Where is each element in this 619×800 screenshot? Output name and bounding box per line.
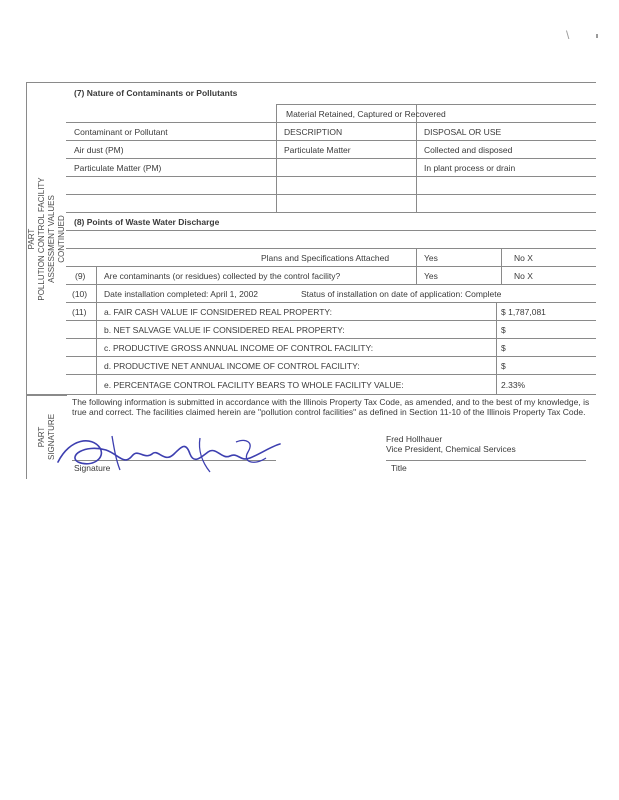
side-label-upper-text: PART POLLUTION CONTROL FACILITY ASSESSMENT VALUES CONTINUED	[27, 177, 66, 301]
plans-no: No X	[514, 253, 533, 263]
side-label-lower-text: PART SIGNATURE	[37, 413, 56, 461]
plans-yes: Yes	[424, 253, 438, 263]
q10-text: Date installation completed: April 1, 2002	[104, 289, 259, 299]
corner-mark: \	[566, 28, 570, 42]
table-cell: Particulate Matter	[284, 145, 351, 155]
value-amount: $ 1,787,081	[501, 307, 546, 317]
certification-text: The following information is submitted in accordance with the Illinois Property Tax Code, as amended, and to the best of my knowledge, is true and correct. The facilities claimed herein are "pollution control facilities" as defined in Section 11-10 of the Illinois Property Tax Code.	[72, 397, 590, 417]
handwritten-signature	[40, 432, 300, 476]
signer-name: Fred Hollhauer	[386, 434, 443, 444]
column-header: DESCRIPTION	[284, 127, 343, 137]
contaminants-heading: (7) Nature of Contaminants or Pollutants	[74, 88, 238, 98]
q9-number: (9)	[75, 271, 86, 281]
q10-status: Status of installation on date of application: Complete	[301, 289, 502, 299]
value-label: b. NET SALVAGE VALUE IF CONSIDERED REAL PROPERTY:	[104, 325, 345, 335]
q9-no: No X	[514, 271, 533, 281]
column-header: Contaminant or Pollutant	[74, 127, 168, 137]
table-cell: In plant process or drain	[424, 163, 516, 173]
plans-label: Plans and Specifications Attached	[261, 253, 390, 263]
q10-number: (10)	[72, 289, 88, 299]
q9-yes: Yes	[424, 271, 438, 281]
table-cell: Particulate Matter (PM)	[74, 163, 162, 173]
signer-title: Vice President, Chemical Services	[386, 444, 516, 454]
value-amount: $	[501, 361, 506, 371]
title-label: Title	[391, 463, 407, 473]
value-amount: $	[501, 343, 506, 353]
form-body	[66, 82, 596, 478]
table-cell: Collected and disposed	[424, 145, 513, 155]
signature-label: Signature	[74, 463, 111, 473]
q11-number: (11)	[72, 307, 87, 317]
form	[26, 82, 596, 478]
discharge-heading: (8) Points of Waste Water Discharge	[74, 217, 220, 227]
value-label: a. FAIR CASH VALUE IF CONSIDERED REAL PROPERTY:	[104, 307, 332, 317]
value-label: c. PRODUCTIVE GROSS ANNUAL INCOME OF CONTROL FACILITY:	[104, 343, 374, 353]
column-header: DISPOSAL OR USE	[424, 127, 502, 137]
value-amount: $	[501, 325, 506, 335]
table-cell: Air dust (PM)	[74, 145, 124, 155]
value-label: d. PRODUCTIVE NET ANNUAL INCOME OF CONTROL FACILITY:	[104, 361, 360, 371]
side-label-upper	[26, 82, 67, 396]
material-header: Material Retained, Captured or Recovered	[286, 109, 446, 119]
q9-text: Are contaminants (or residues) collected by the control facility?	[104, 271, 341, 281]
scan-speck	[596, 34, 598, 38]
value-amount: 2.33%	[501, 380, 526, 390]
value-label: e. PERCENTAGE CONTROL FACILITY BEARS TO WHOLE FACILITY VALUE:	[104, 380, 404, 390]
